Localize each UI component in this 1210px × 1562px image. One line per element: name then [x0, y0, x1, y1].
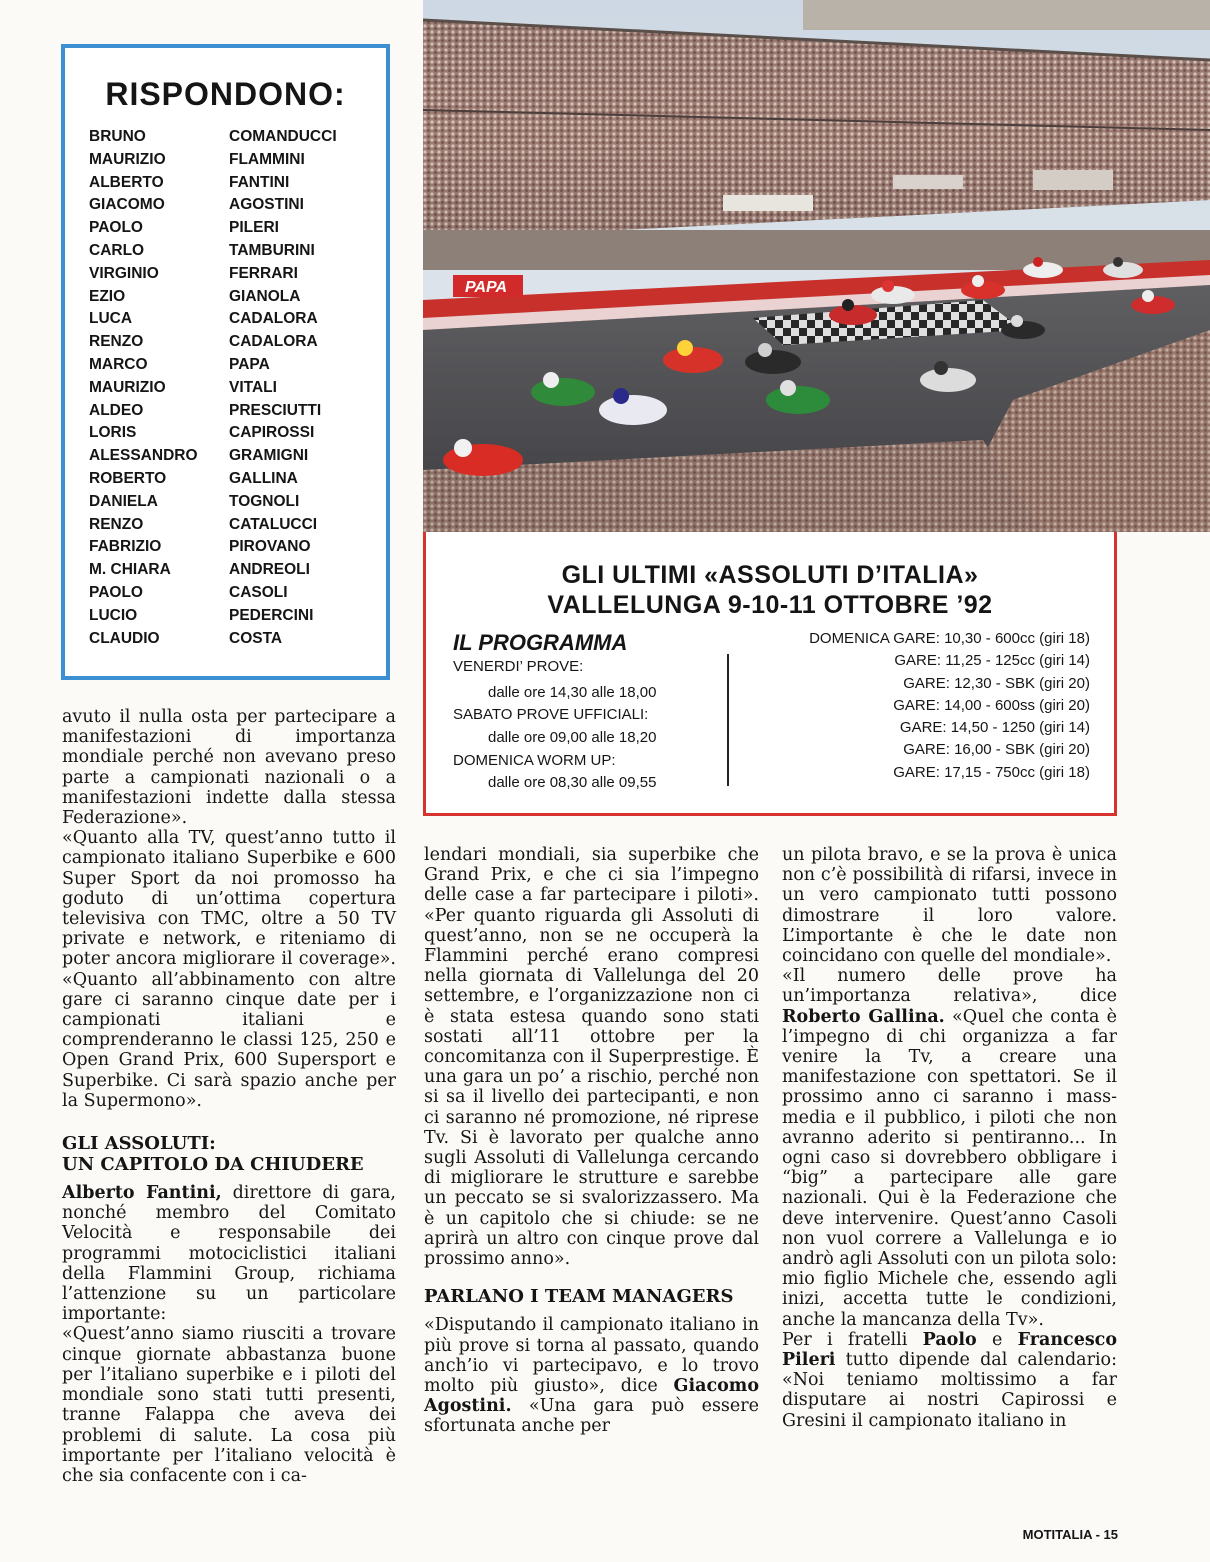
respondent-row: [89, 149, 379, 172]
respondent-row: [89, 468, 379, 491]
respondent-first-name: M. CHIARA: [89, 561, 171, 579]
respondent-last-name: CASOLI: [229, 583, 288, 601]
respondent-row: [89, 536, 379, 559]
respondent-first-name: ALESSANDRO: [89, 447, 198, 465]
programma-left-line: dalle ore 14,30 alle 18,00: [488, 684, 657, 701]
respondent-first-name: CARLO: [89, 241, 145, 259]
programma-right-line: GARE: 12,30 - SBK (giri 20): [903, 675, 1090, 692]
respondent-first-name: ROBERTO: [89, 469, 167, 487]
respondent-row: [89, 422, 379, 445]
respondent-last-name: FANTINI: [229, 173, 290, 191]
respondent-last-name: PILERI: [229, 219, 279, 237]
subheading-line: GLI ASSOLUTI:: [62, 1133, 216, 1155]
respondent-last-name: FLAMMINI: [229, 150, 305, 168]
respondent-first-name: VIRGINIO: [89, 264, 159, 282]
respondent-first-name: FABRIZIO: [89, 538, 162, 556]
respondent-last-name: CADALORA: [229, 310, 318, 328]
respondent-last-name: COSTA: [229, 629, 283, 647]
respondent-first-name: EZIO: [89, 287, 126, 305]
respondent-row: [89, 559, 379, 582]
respondent-last-name: AGOSTINI: [229, 196, 304, 214]
col1-paragraph: «Quanto alla TV, quest’anno tutto il campionato italiano Superbike e 600 Super Sport da noi promosso ha goduto di un’ottima copertura televisiva con TMC, oltre a 50 TV private e network, e riteniamo di poter ancora migliorare il coverage». «Quanto all’abbinamento con altre gare ci saranno cinque date per i campionati italiani e comprenderanno le classi 125, 250 e Open Grand Prix, 600 Supersport e Superbike. Ci sarà spazio anche per la Supermono».: [62, 828, 396, 1111]
respondent-last-name: TOGNOLI: [229, 492, 300, 510]
col1-paragraph: avuto il nulla osta per partecipare a manifestazioni di importanza mondiale perché non avevano preso parte a campionati nazionali o a manifestazioni indette dalla stessa Federazione».: [62, 707, 396, 829]
programma-right-line: GARE: 17,15 - 750cc (giri 18): [893, 764, 1090, 781]
programma-divider: [727, 654, 729, 786]
programma-heading: IL PROGRAMMA: [453, 630, 628, 655]
respondent-first-name: LUCIO: [89, 606, 138, 624]
col1-paragraph: «Quest’anno siamo riusciti a trovare cinque giornate abbastanza buone per l’italiano superbike e i piloti del mondiale sono stati tutti presenti, tranne Falappa che aveva dei problemi di salute. La cosa più importante per l’italiano velocità è che sia confacente con i ca-: [62, 1324, 396, 1486]
respondent-last-name: COMANDUCCI: [229, 128, 337, 145]
subheading-line: UN CAPITOLO DA CHIUDERE: [62, 1154, 364, 1176]
programma-left-line: dalle ore 09,00 alle 18,20: [488, 729, 657, 746]
programma-right-line: GARE: 14,00 - 600ss (giri 20): [893, 697, 1090, 714]
respondent-row: [89, 354, 379, 377]
respondent-last-name: CATALUCCI: [229, 515, 318, 533]
programma-right-line: GARE: 16,00 - SBK (giri 20): [903, 741, 1090, 758]
programma-left-line: VENERDI’ PROVE:: [453, 658, 584, 675]
respondent-row: [89, 514, 379, 537]
respondent-row: [89, 400, 379, 423]
respondent-row: [89, 126, 379, 149]
programma-title-line1: GLI ULTIMI «ASSOLUTI D’ITALIA»: [561, 561, 979, 589]
respondent-last-name: CADALORA: [229, 333, 318, 351]
person-name: Paolo: [922, 1329, 977, 1350]
respondent-last-name: ANDREOLI: [229, 561, 310, 579]
respondent-row: [89, 194, 379, 217]
col2-paragraph: lendari mondiali, sia superbike che Grand Prix, e che ci sia l’impegno delle case a far partecipare i piloti». «Per quanto riguarda gli Assoluti di quest’anno, non se ne occuperà la Flammini perché erano compresi nella giornata di Vallelunga del 20 settembre, e l’organizzazione non ci è stata estesa quando sono stati sostati all’11 ottobre per la concomitanza con il Superprestige. È una gara un po’ a rischio, perché non si sa il livello dei partecipanti, e non ci saranno né promozione, né riprese Tv. Si è lavorato per qualche anno sugli Assoluti di Vallelunga cercando di migliorare le strutture e sarebbe un peccato se si svalorizzassero. Ma è un capitolo che si chiude: se ne aprirà un altro con cinque prove dal prossimo anno».: [424, 845, 759, 1270]
person-name: Giacomo Agostini.: [424, 1376, 759, 1417]
article-column-3: [782, 845, 1117, 1431]
respondent-last-name: PEDERCINI: [229, 606, 314, 624]
respondent-first-name: BRUNO: [89, 128, 146, 145]
respondent-first-name: MAURIZIO: [89, 378, 166, 396]
article-column-1: [62, 707, 396, 1486]
respondent-row: [89, 445, 379, 468]
respondent-last-name: VITALI: [229, 378, 277, 396]
programma-right-line: GARE: 14,50 - 1250 (giri 14): [899, 719, 1090, 736]
respondent-first-name: DANIELA: [89, 492, 158, 510]
respondent-last-name: GIANOLA: [229, 287, 301, 305]
respondent-row: [89, 172, 379, 195]
respondent-first-name: RENZO: [89, 333, 144, 351]
programma-left-line: SABATO PROVE UFFICIALI:: [453, 706, 649, 723]
respondent-row: [89, 308, 379, 331]
programma-box: [423, 532, 1117, 816]
respondono-title: RISPONDONO:: [105, 76, 346, 112]
col2-paragraph: «Disputando il campionato italiano in più prove si torna al passato, quando anch’io vi partecipavo, e lo trovo molto più giusto», dice Giacomo Agostini. «Una gara può essere sfortunata anche per: [424, 1315, 759, 1437]
respondent-row: [89, 286, 379, 309]
respondent-first-name: GIACOMO: [89, 196, 165, 214]
programma-title-line2: VALLELUNGA 9-10-11 OTTOBRE ’92: [547, 591, 993, 619]
respondent-row: [89, 217, 379, 240]
respondent-last-name: GALLINA: [229, 469, 298, 487]
respondent-row: [89, 331, 379, 354]
programma-right-line: GARE: 11,25 - 125cc (giri 14): [894, 652, 1090, 669]
col3-paragraph: un pilota bravo, e se la prova è unica non c’è possibilità di rifarsi, invece in un vero campionato tutti possono dimostrare il loro valore. L’importante è che le date non coincidano con quelle del mondiale».: [782, 845, 1117, 967]
person-name: Roberto Gallina.: [782, 1006, 945, 1027]
programma-right-line: DOMENICA GARE: 10,30 - 600cc (giri 18): [809, 630, 1090, 647]
respondent-last-name: PAPA: [229, 355, 270, 373]
respondent-last-name: PIROVANO: [229, 538, 311, 556]
photo-banner-text: PAPA: [465, 279, 508, 296]
respondent-first-name: MARCO: [89, 355, 148, 373]
respondent-last-name: PRESCIUTTI: [229, 401, 322, 419]
article-column-2: [424, 845, 759, 1437]
respondent-first-name: ALDEO: [89, 401, 144, 419]
respondono-list: [89, 126, 379, 650]
respondent-row: [89, 263, 379, 286]
programma-left-line: DOMENICA WORM UP:: [453, 752, 616, 769]
programma-title: [426, 560, 1114, 620]
respondent-first-name: RENZO: [89, 515, 144, 533]
respondono-box: [61, 44, 390, 680]
respondent-last-name: CAPIROSSI: [229, 424, 315, 442]
respondent-last-name: TAMBURINI: [229, 241, 315, 259]
respondent-row: [89, 240, 379, 263]
section-heading: PARLANO I TEAM MANAGERS: [424, 1286, 734, 1308]
programma-left-line: dalle ore 08,30 alle 09,55: [488, 774, 657, 791]
person-name: Francesco Pileri: [782, 1329, 1118, 1371]
respondent-row: [89, 491, 379, 514]
respondent-first-name: PAOLO: [89, 583, 143, 601]
respondent-first-name: ALBERTO: [89, 173, 164, 191]
col3-paragraph: Per i fratelli Paolo e Francesco Pileri tutto dipende dal calendario: «Noi teniamo moltissimo a far disputare ai nostri Capirossi e Gresini il campionato italiano in: [782, 1329, 1118, 1431]
respondent-first-name: LORIS: [89, 424, 137, 442]
col1-paragraph: Alberto Fantini, direttore di gara, nonché membro del Comitato Velocità e responsabile dei programmi motociclistici italiani della Flammini Group, richiama l’attenzione su un particolare importante:: [62, 1183, 396, 1325]
respondent-last-name: FERRARI: [229, 264, 298, 282]
col3-paragraph: «Il numero delle prove ha un’importanza relativa», dice Roberto Gallina. «Quel che conta è l’impegno di chi organizza a far venire la Tv, a creare una manifestazione con spettatori. Se il prossimo anno ci saranno i mass-media e il pubblico, i piloti che non avranno aderito si pentiranno... In ogni caso si dovrebbero obbligare i “big” a partecipare alle gare nazionali. Qui è la Federazione che deve intervenire. Quest’anno Casoli non vuol correre a Vallelunga e io andrò agli Assoluti con un pilota solo: mio figlio Michele che, essendo agli inizi, accetta tutte le condizioni, anche la mancanza della Tv».: [782, 966, 1118, 1330]
respondent-first-name: MAURIZIO: [89, 150, 166, 168]
page-footer: MOTITALIA - 15: [1022, 1527, 1118, 1542]
respondent-last-name: GRAMIGNI: [229, 447, 309, 465]
race-start-photo: [423, 0, 1210, 532]
respondent-row: [89, 582, 379, 605]
respondent-first-name: PAOLO: [89, 219, 143, 237]
respondent-first-name: CLAUDIO: [89, 629, 160, 647]
person-name: Alberto Fantini,: [62, 1183, 222, 1204]
respondent-row: [89, 605, 379, 628]
respondent-row: [89, 377, 379, 400]
respondent-row: [89, 628, 379, 651]
respondent-first-name: LUCA: [89, 310, 133, 328]
